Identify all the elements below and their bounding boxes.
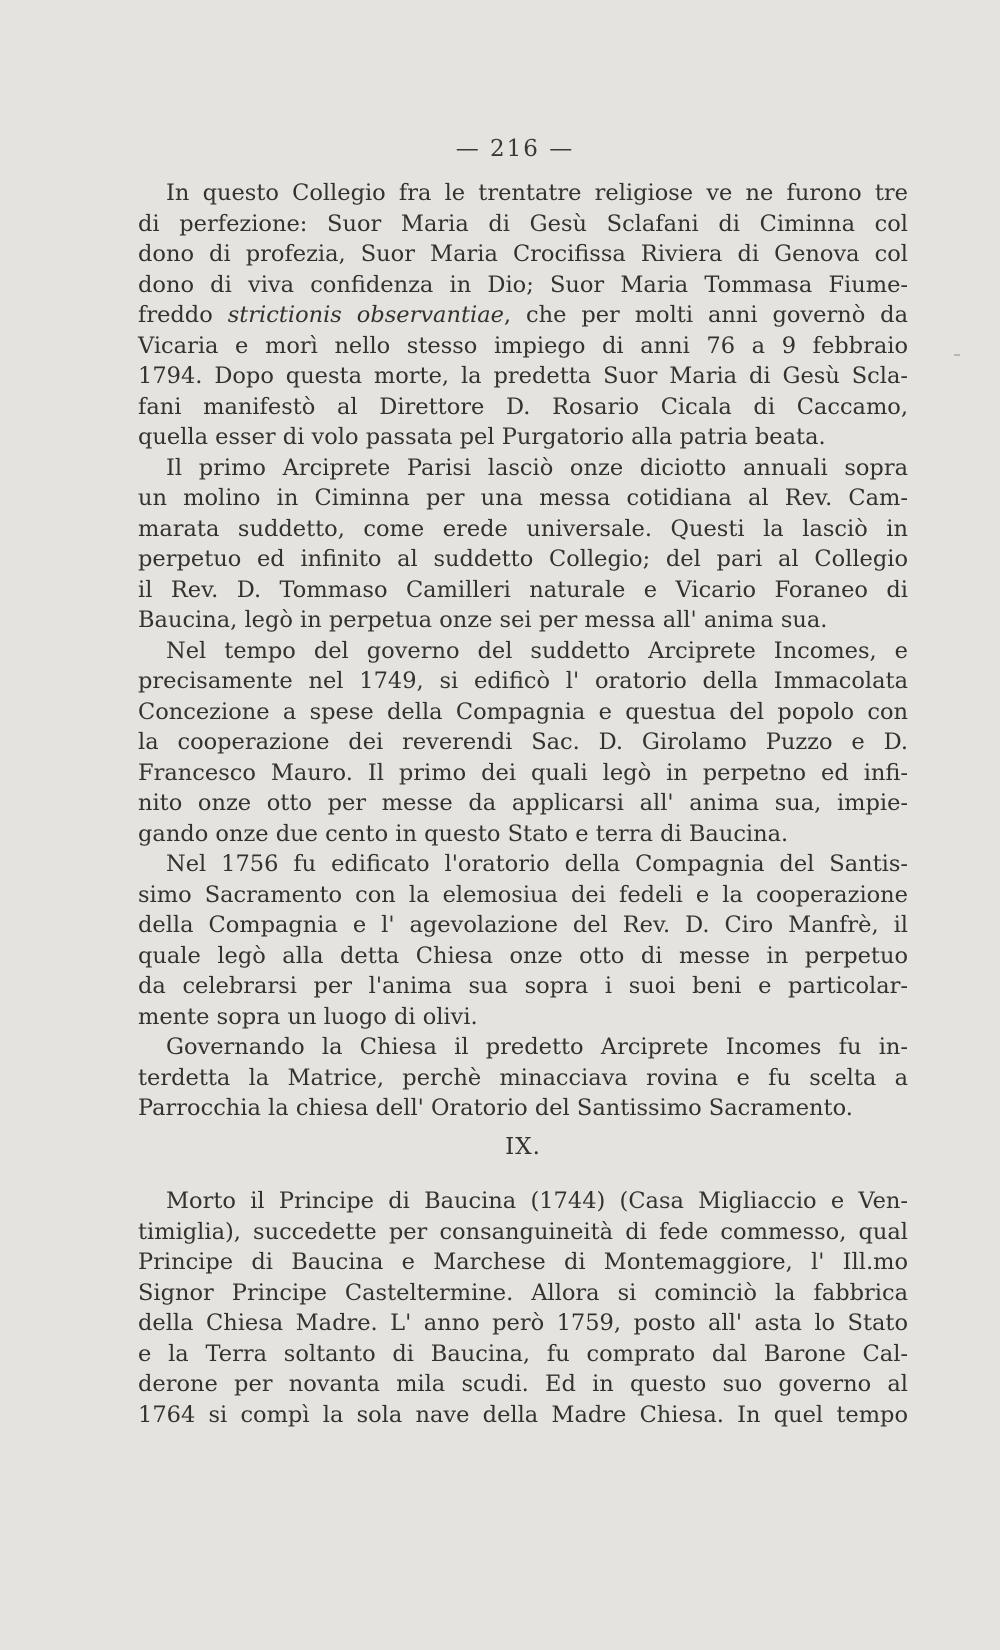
text-line: In questo Collegio fra le trentatre religiose ve ne furono tre [166,180,908,206]
italic-latin-phrase: strictionis observantiae [227,302,504,328]
paragraph-2 [138,453,908,636]
paragraph-1 [138,178,908,453]
text-line: della Compagnia e l' agevolazione del Rev. D. Ciro Manfrè, il [138,912,908,938]
text-line: Il primo Arciprete Parisi lasciò onze diciotto annuali sopra [166,454,908,481]
text-line: fani manifestò al Direttore D. Rosario Cicala di Caccamo, [138,393,908,420]
section-paragraph [138,1186,908,1430]
paragraph-5 [138,1032,908,1124]
text-line: Nel tempo del governo del suddetto Arciprete Incomes, e [166,637,908,664]
text-line: Morto il Principe di Baucina (1744) (Casa Migliaccio e Ven- [166,1188,908,1214]
page-number: — 216 — [455,136,575,162]
text-line: timiglia), succedette per consanguineità di fede commesso, qual [138,1218,908,1245]
text-line: quella esser di volo passata pel Purgatorio alla patria beata. [138,424,826,450]
text-line: 1794. Dopo questa morte, la predetta Suor Maria di Gesù Scla- [138,363,908,389]
text-line: terdetta la Matrice, perchè minacciava rovina e fu scelta a [138,1064,908,1091]
text-line: gando onze due cento in questo Stato e terra di Baucina. [138,820,789,847]
text-fragment: freddo [138,302,213,328]
body-text [138,178,908,1430]
text-line: Governando la Chiesa il predetto Arciprete Incomes fu in- [166,1034,908,1060]
text-line: Nel 1756 fu edificato l'oratorio della Compagnia del Santis- [166,851,908,877]
text-line: dono di profezia, Suor Maria Crocifissa Riviera di Genova col [138,241,908,267]
text-line: Signor Principe Casteltermine. Allora si cominciò la fabbrica [138,1279,908,1306]
text-line: dono di viva confidenza in Dio; Suor Maria Tommasa Fiume- [138,271,908,298]
text-line: Concezione a spese della Compagnia e questua del popolo con [138,698,908,725]
paragraph-3 [138,636,908,850]
text-line: 1764 si compì la sola nave della Madre Chiesa. In quel tempo [138,1401,908,1428]
text-line-with-italic [138,300,908,331]
text-line: nito onze otto per messe da applicarsi all' anima sua, impie- [138,790,908,816]
text-line: Principe di Baucina e Marchese di Montemaggiore, l' Ill.mo [138,1249,908,1275]
text-line: marata suddetto, come erede universale. Questi la lasciò in [138,515,908,542]
paragraph-4 [138,849,908,1032]
text-line: un molino in Ciminna per una messa cotidiana al Rev. Cam- [138,485,908,511]
text-line: simo Sacramento con la elemosiua dei fedeli e la cooperazione [138,881,908,908]
text-line: e la Terra soltanto di Baucina, fu comprato dal Barone Cal- [138,1340,908,1367]
text-line: precisamente nel 1749, si edificò l' oratorio della Immacolata [138,668,908,694]
text-line: Baucina, legò in perpetua onze sei per messa all' anima sua. [138,607,828,633]
text-line: Vicaria e morì nello stesso impiego di anni 76 a 9 febbraio [138,332,908,359]
section-heading: IX. [505,1133,541,1160]
page-mark [954,354,960,356]
text-fragment: , che per molti anni governò da [503,302,908,328]
text-line: mente sopra un luogo di olivi. [138,1003,478,1030]
text-line: quale legò alla detta Chiesa onze otto di messe in perpetuo [138,942,908,969]
text-line: perpetuo ed infinito al suddetto Collegio; del pari al Collegio [138,546,908,572]
text-line: il Rev. D. Tommaso Camilleri naturale e Vicario Foraneo di [138,576,908,603]
text-line: della Chiesa Madre. L' anno però 1759, posto all' asta lo Stato [138,1310,908,1336]
text-line: derone per novanta mila scudi. Ed in questo suo governo al [138,1371,908,1397]
text-line: Francesco Mauro. Il primo dei quali legò in perpetno ed infi- [138,759,908,786]
text-line: da celebrarsi per l'anima sua sopra i suoi beni e particolar- [138,973,908,999]
text-line: Parrocchia la chiesa dell' Oratorio del Santissimo Sacramento. [138,1095,853,1121]
text-line: di perfezione: Suor Maria di Gesù Sclafani di Ciminna col [138,210,908,237]
text-line: la cooperazione dei reverendi Sac. D. Girolamo Puzzo e D. [138,729,908,755]
